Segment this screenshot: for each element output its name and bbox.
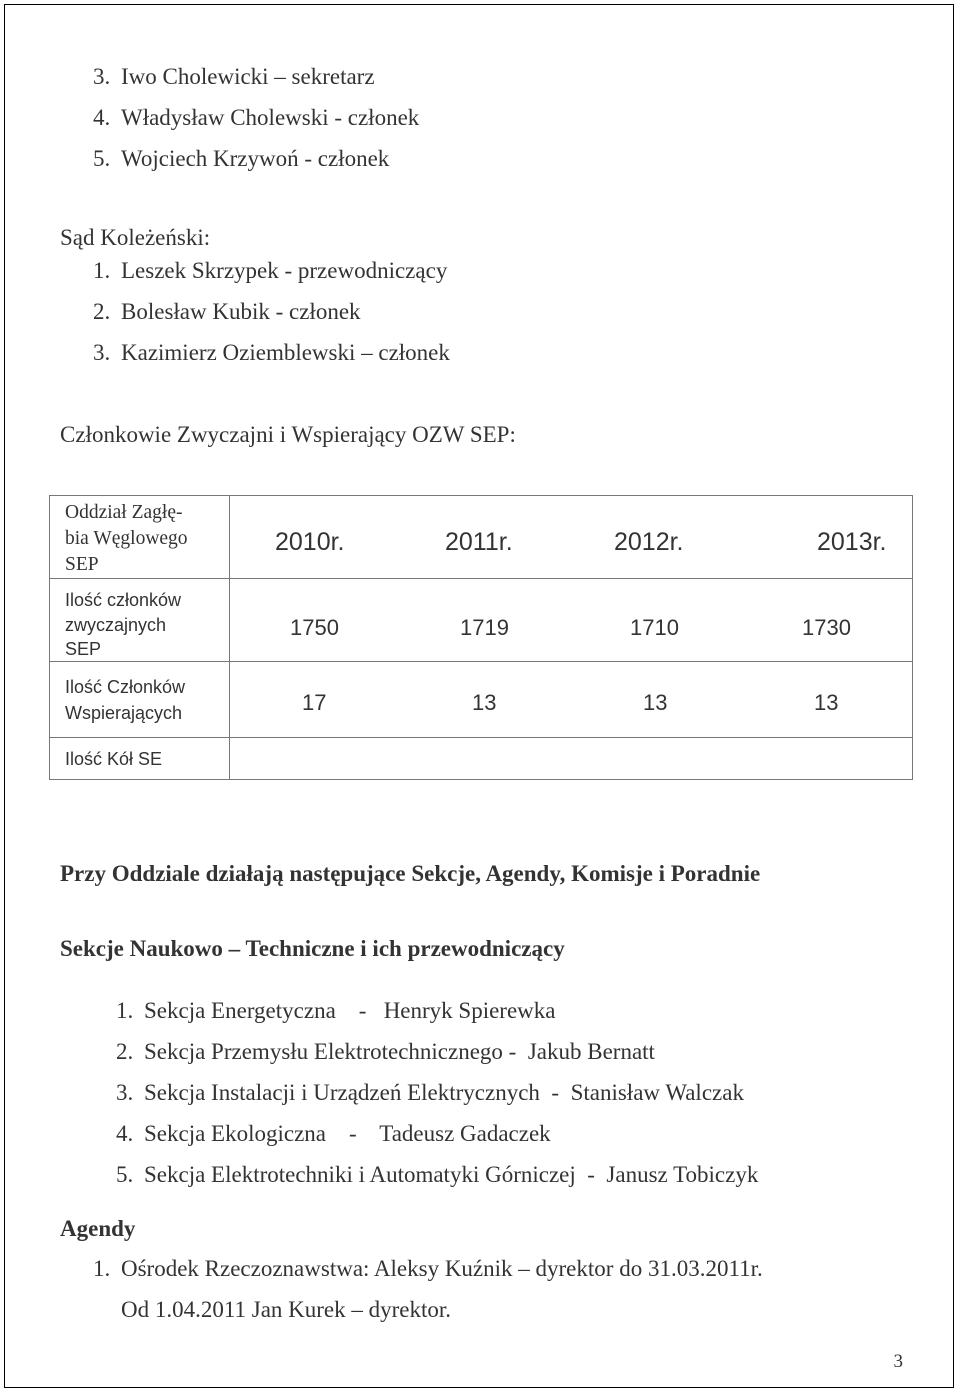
table-values-cell — [230, 738, 913, 780]
table-value: 1730 — [802, 615, 851, 640]
year-label: 2010r. — [275, 528, 345, 556]
agendy-heading: Agendy — [60, 1216, 136, 1241]
page-number: 3 — [893, 1351, 903, 1372]
table-value: 17 — [302, 690, 327, 715]
list-item: 4. Władysław Cholewski - członek — [93, 105, 420, 130]
table-value: 1719 — [460, 615, 509, 640]
list-item: 1. Leszek Skrzypek - przewodniczący — [93, 258, 448, 283]
list-item: 1. Ośrodek Rzeczoznawstwa: Aleksy Kuźnik – dyrektor do 31.03.2011r. — [93, 1256, 763, 1281]
table-header-label-cell: Oddział Zagłę- bia Węglowego SEP — [49, 495, 230, 579]
table-value: 13 — [814, 690, 839, 715]
table-row-label-cell: Ilość Kół SE — [49, 738, 230, 780]
table-row-label-cell: Ilość członków zwyczajnych SEP — [49, 579, 230, 662]
list-item: 5. Sekcja Elektrotechniki i Automatyki Górniczej - Janusz Tobiczyk — [116, 1162, 759, 1187]
list-item: 3. Iwo Cholewicki – sekretarz — [93, 64, 375, 89]
list-item: 4. Sekcja Ekologiczna - Tadeusz Gadaczek — [116, 1121, 551, 1146]
table-values-cell — [230, 579, 913, 662]
list-item: 5. Wojciech Krzywoń - członek — [93, 146, 390, 171]
year-label: 2012r. — [614, 528, 684, 556]
members-heading: Członkowie Zwyczajni i Wspierający OZW SEP: — [60, 422, 516, 447]
list-item-continuation: Od 1.04.2011 Jan Kurek – dyrektor. — [121, 1297, 452, 1322]
list-item: 3. Kazimierz Oziemblewski – członek — [93, 340, 450, 365]
list-item: 2. Bolesław Kubik - członek — [93, 299, 361, 324]
table-value: 1710 — [630, 615, 679, 640]
table-row-label-cell: Ilość Członków Wspierających — [49, 662, 230, 738]
table-years-cell — [230, 495, 913, 579]
list-item: 1. Sekcja Energetyczna - Henryk Spierewka — [116, 998, 556, 1023]
year-label: 2013r. — [817, 528, 887, 556]
list-item: 3. Sekcja Instalacji i Urządzeń Elektrycznych - Stanisław Walczak — [116, 1080, 744, 1105]
year-label: 2011r. — [445, 528, 513, 556]
document-page — [4, 4, 954, 1388]
table-values-cell — [230, 662, 913, 738]
list-item: 2. Sekcja Przemysłu Elektrotechnicznego - Jakub Bernatt — [116, 1039, 655, 1064]
members-table — [49, 495, 913, 780]
sections-heading: Sekcje Naukowo – Techniczne i ich przewodniczący — [60, 936, 565, 961]
table-value: 13 — [643, 690, 668, 715]
table-value: 13 — [472, 690, 497, 715]
sections-intro: Przy Oddziale działają następujące Sekcje, Agendy, Komisje i Poradnie — [60, 861, 761, 886]
court-heading: Sąd Koleżeński: — [60, 225, 211, 250]
table-value: 1750 — [290, 615, 339, 640]
